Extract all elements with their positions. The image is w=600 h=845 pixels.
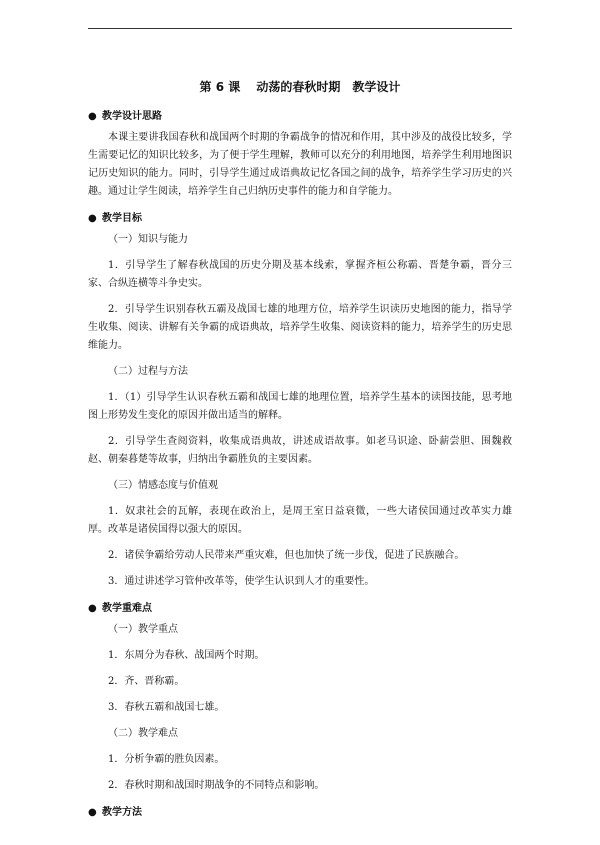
subheading-process: （二）过程与方法 <box>108 366 188 377</box>
list-item: 1．分析争霸的胜负因素。 <box>108 754 225 765</box>
document-body <box>88 78 512 825</box>
subheading-focus: （一）教学重点 <box>108 624 178 635</box>
section-heading-text: 教学方法 <box>102 807 142 818</box>
bullet-icon: ● <box>88 213 97 224</box>
section-heading-key-points <box>88 599 512 614</box>
subheading-attitude: （三）情感态度与价值观 <box>108 480 218 491</box>
list-item: 2．引导学生识别春秋五霸及战国七雄的地理方位，培养学生识读历史地图的能力，指导学生收集、阅读、讲解有关争霸的成语典故，培养学生收集、阅读资料的能力，培养学生的历史思维能力。 <box>88 304 512 351</box>
list-item: 3．通过讲述学习管仲改革等，使学生认识到人才的重要性。 <box>108 576 375 587</box>
bullet-icon: ● <box>88 111 97 122</box>
list-item: 2．齐、晋称霸。 <box>108 676 185 687</box>
list-item: 2．诸侯争霸给劳动人民带来严重灾难，但也加快了统一步伐，促进了民族融合。 <box>108 550 465 561</box>
list-item: 3．春秋五霸和战国七雄。 <box>108 702 225 713</box>
list-item: 1．引导学生了解春秋战国的历史分期及基本线索，掌握齐桓公称霸、晋楚争霸，晋分三家、合纵连横等斗争史实。 <box>88 260 512 289</box>
list-item: 2．春秋时期和战国时期战争的不同特点和影响。 <box>108 780 325 791</box>
section-heading-objectives <box>88 209 512 224</box>
section-heading-text: 教学目标 <box>102 213 142 224</box>
list-item: 1．奴隶社会的瓦解，表现在政治上，是周王室日益衰微，一些大诸侯国通过改革实力雄厚。改革是诸侯国得以强大的原因。 <box>88 506 512 535</box>
subheading-knowledge: （一）知识与能力 <box>108 234 188 245</box>
list-item: 2．引导学生查阅资料，收集成语典故，讲述成语故事。如老马识途、卧薪尝胆、围魏救赵、朝秦暮楚等故事，归纳出争霸胜负的主要因素。 <box>88 436 512 465</box>
subheading-difficulty: （二）教学难点 <box>108 728 178 739</box>
list-item: 1．东周分为春秋、战国两个时期。 <box>108 650 265 661</box>
bullet-icon: ● <box>88 603 97 614</box>
header-rule <box>88 28 512 29</box>
bullet-icon: ● <box>88 807 97 818</box>
document-title: 第 6 课 动荡的春秋时期 教学设计 <box>199 80 401 94</box>
design-idea-paragraph: 本课主要讲我国春秋和战国两个时期的争霸战争的情况和作用，其中涉及的战役比较多，学生需要记忆的知识比较多，为了便于学生理解，教师可以充分的利用地图，培养学生利用地图识记历史知识的能力。同时，引导学生通过成语典故记忆各国之间的战争，培养学生学习历史的兴趣。通过让学生阅读，培养学生自己归纳历史事件的能力和自学能力。 <box>88 132 512 197</box>
section-heading-methods <box>88 803 512 818</box>
section-heading-design-idea <box>88 107 512 122</box>
list-item: 1．（1）引导学生认识春秋五霸和战国七雄的地理位置，培养学生基本的读图技能，思考地图上形势发生变化的原因并做出适当的解释。 <box>88 392 512 421</box>
section-heading-text: 教学设计思路 <box>102 111 162 122</box>
section-heading-text: 教学重难点 <box>102 603 152 614</box>
